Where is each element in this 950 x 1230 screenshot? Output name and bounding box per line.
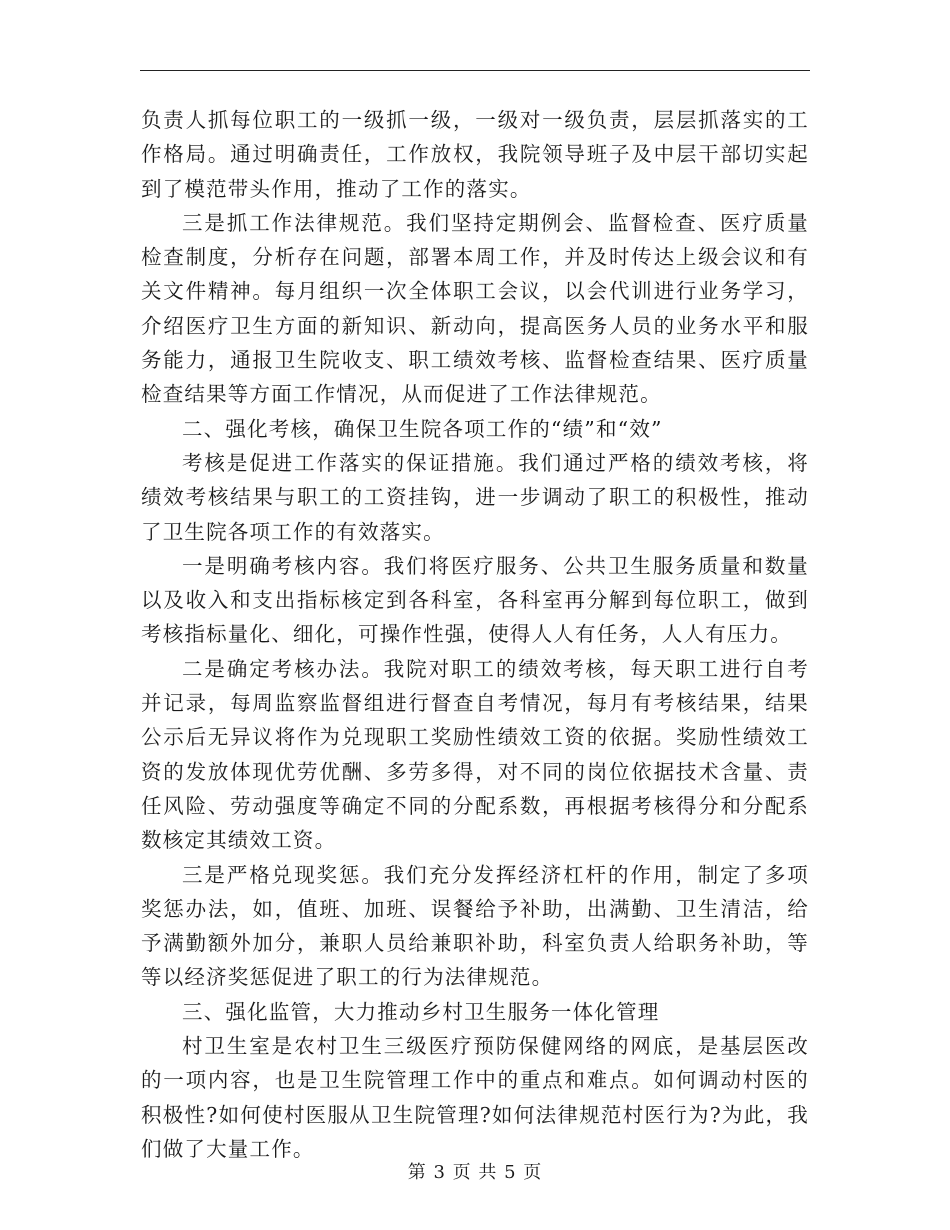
paragraph-6: 三是严格兑现奖惩。我们充分发挥经济杠杆的作用，制定了多项奖惩办法，如，值班、加班、误餐给予补助，出满勤、卫生清洁，给予满勤额外加分，兼职人员给兼职补助，科室负责人给职务补助，等等以经济奖惩促进了职工的行为法律规范。 xyxy=(141,862,809,990)
header-rule xyxy=(140,70,810,71)
section-heading-2: 二、强化考核，确保卫生院各项工作的“绩”和“效” xyxy=(182,416,663,441)
paragraph-3: 考核是促进工作落实的保证措施。我们通过严格的绩效考核，将绩效考核结果与职工的工资挂钩，进一步调动了职工的积极性，推动了卫生院各项工作的有效落实。 xyxy=(141,450,809,544)
paragraph-2: 三是抓工作法律规范。我们坚持定期例会、监督检查、医疗质量检查制度，分析存在问题，部署本周工作，并及时传达上级会议和有关文件精神。每月组织一次全体职工会议，以会代训进行业务学习，介绍医疗卫生方面的新知识、新动向，提高医务人员的业务水平和服务能力，通报卫生院收支、职工绩效考核、监督检查结果、医疗质量检查结果等方面工作情况，从而促进了工作法律规范。 xyxy=(141,210,809,407)
paragraph-5: 二是确定考核办法。我院对职工的绩效考核，每天职工进行自考并记录，每周监察监督组进行督查自考情况，每月有考核结果，结果公示后无异议将作为兑现职工奖励性绩效工资的依据。奖励性绩效工资的发放体现优劳优酬、多劳多得，对不同的岗位依据技术含量、责任风险、劳动强度等确定不同的分配系数，再根据考核得分和分配系数核定其绩效工资。 xyxy=(141,656,809,853)
paragraph-4: 一是明确考核内容。我们将医疗服务、公共卫生服务质量和数量以及收入和支出指标核定到各科室，各科室再分解到每位职工，做到考核指标量化、细化，可操作性强，使得人人有任务，人人有压力。 xyxy=(141,553,809,647)
page-footer xyxy=(0,1158,950,1184)
document-body xyxy=(141,103,809,1166)
page-number-label: 第 3 页 共 5 页 xyxy=(407,1162,543,1183)
paragraph-1: 负责人抓每位职工的一级抓一级，一级对一级负责，层层抓落实的工作格局。通过明确责任，工作放权，我院领导班子及中层干部切实起到了模范带头作用，推动了工作的落实。 xyxy=(141,108,809,201)
section-heading-3: 三、强化监管，大力推动乡村卫生服务一体化管理 xyxy=(182,999,660,1024)
paragraph-7: 村卫生室是农村卫生三级医疗预防保健网络的网底，是基层医改的一项内容，也是卫生院管理工作中的重点和难点。如何调动村医的积极性?如何使村医服从卫生院管理?如何法律规范村医行为?为此，我们做了大量工作。 xyxy=(141,1034,809,1161)
